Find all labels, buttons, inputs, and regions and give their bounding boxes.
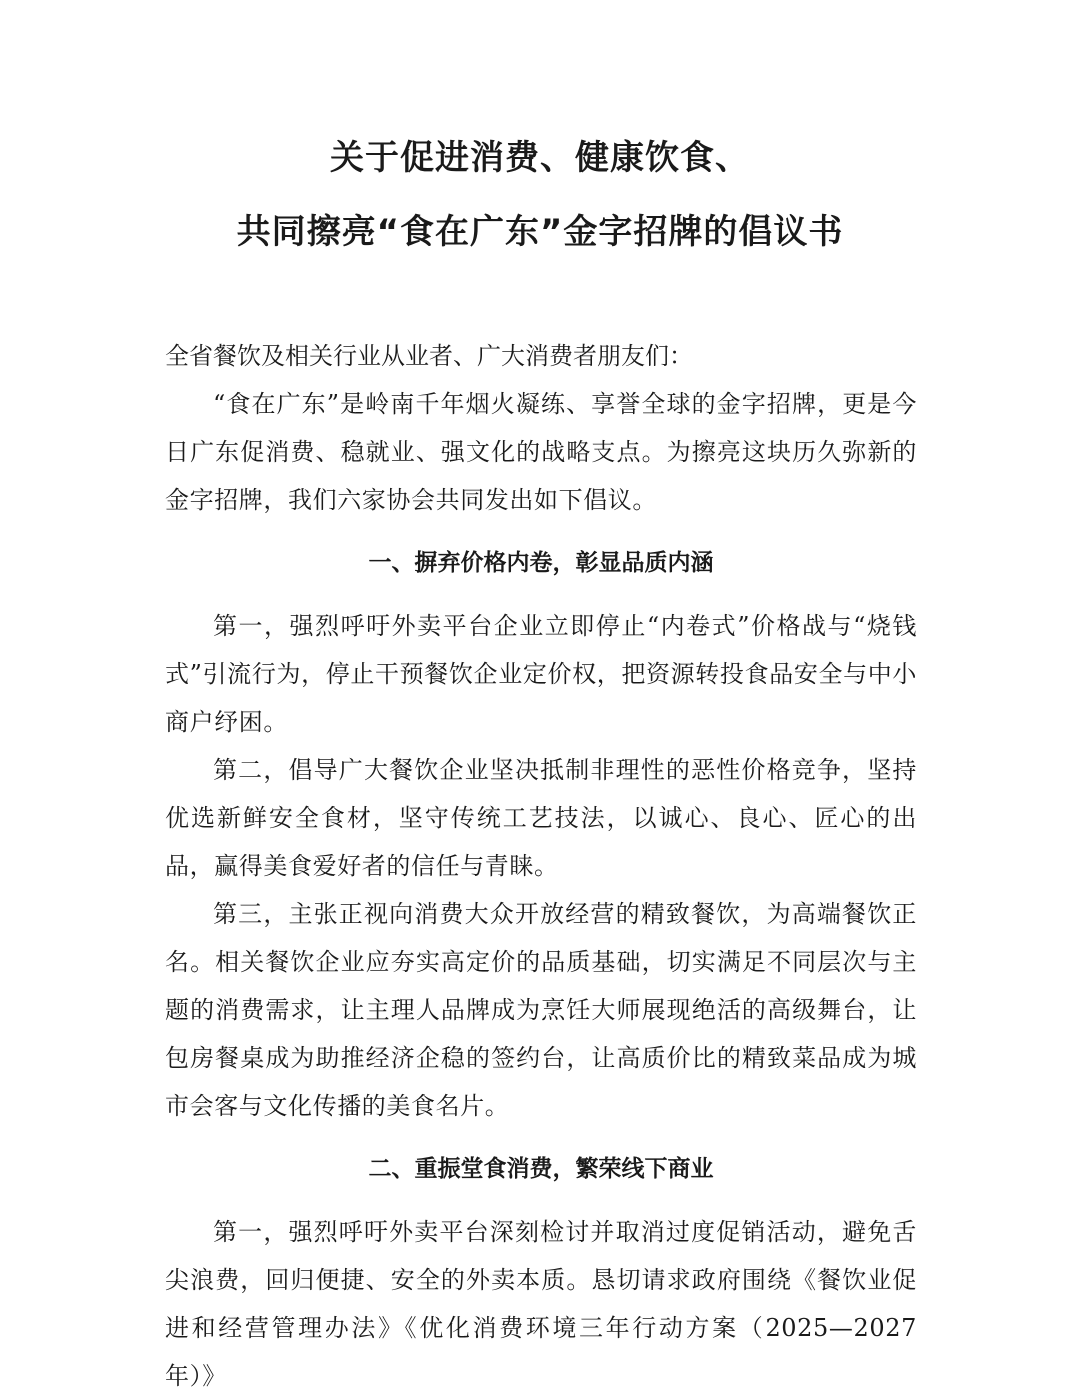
intro-paragraph: “食在广东”是岭南千年烟火凝练、享誉全球的金字招牌，更是今日广东促消费、稳就业、强文化的战略支点。为擦亮这块历久弥新的金字招牌，我们六家协会共同发出如下倡议。 bbox=[165, 390, 917, 514]
section-1-paragraph-1: 第一，强烈呼吁外卖平台企业立即停止“内卷式”价格战与“烧钱式”引流行为，停止干预餐饮企业定价权，把资源转投食品安全与中小商户纾困。 bbox=[165, 612, 917, 736]
document-title-line-1: 关于促进消费、健康饮食、 bbox=[330, 138, 750, 178]
salutation: 全省餐饮及相关行业从业者、广大消费者朋友们： bbox=[165, 342, 693, 370]
document-body bbox=[165, 332, 917, 1400]
section-1-paragraph-2: 第二，倡导广大餐饮企业坚决抵制非理性的恶性价格竞争，坚持优选新鲜安全食材，坚守传统工艺技法，以诚心、良心、匠心的出品，赢得美食爱好者的信任与青睐。 bbox=[165, 756, 917, 880]
section-2-heading: 二、重振堂食消费，繁荣线下商业 bbox=[368, 1156, 714, 1182]
section-1-heading: 一、摒弃价格内卷，彰显品质内涵 bbox=[368, 550, 714, 576]
section-1-paragraph-3: 第三，主张正视向消费大众开放经营的精致餐饮，为高端餐饮正名。相关餐饮企业应夯实高定价的品质基础，切实满足不同层次与主题的消费需求，让主理人品牌成为烹饪大师展现绝活的高级舞台，让包房餐桌成为助推经济企稳的签约台，让高质价比的精致菜品成为城市会客与文化传播的美食名片。 bbox=[165, 900, 917, 1120]
document-title-line-2: 共同擦亮“食在广东”金字招牌的倡议书 bbox=[236, 212, 844, 252]
section-2-paragraph-1: 第一，强烈呼吁外卖平台深刻检讨并取消过度促销活动，避免舌尖浪费，回归便捷、安全的外卖本质。恳切请求政府围绕《餐饮业促进和经营管理办法》《优化消费环境三年行动方案（2025—2027年）》 bbox=[165, 1218, 917, 1390]
